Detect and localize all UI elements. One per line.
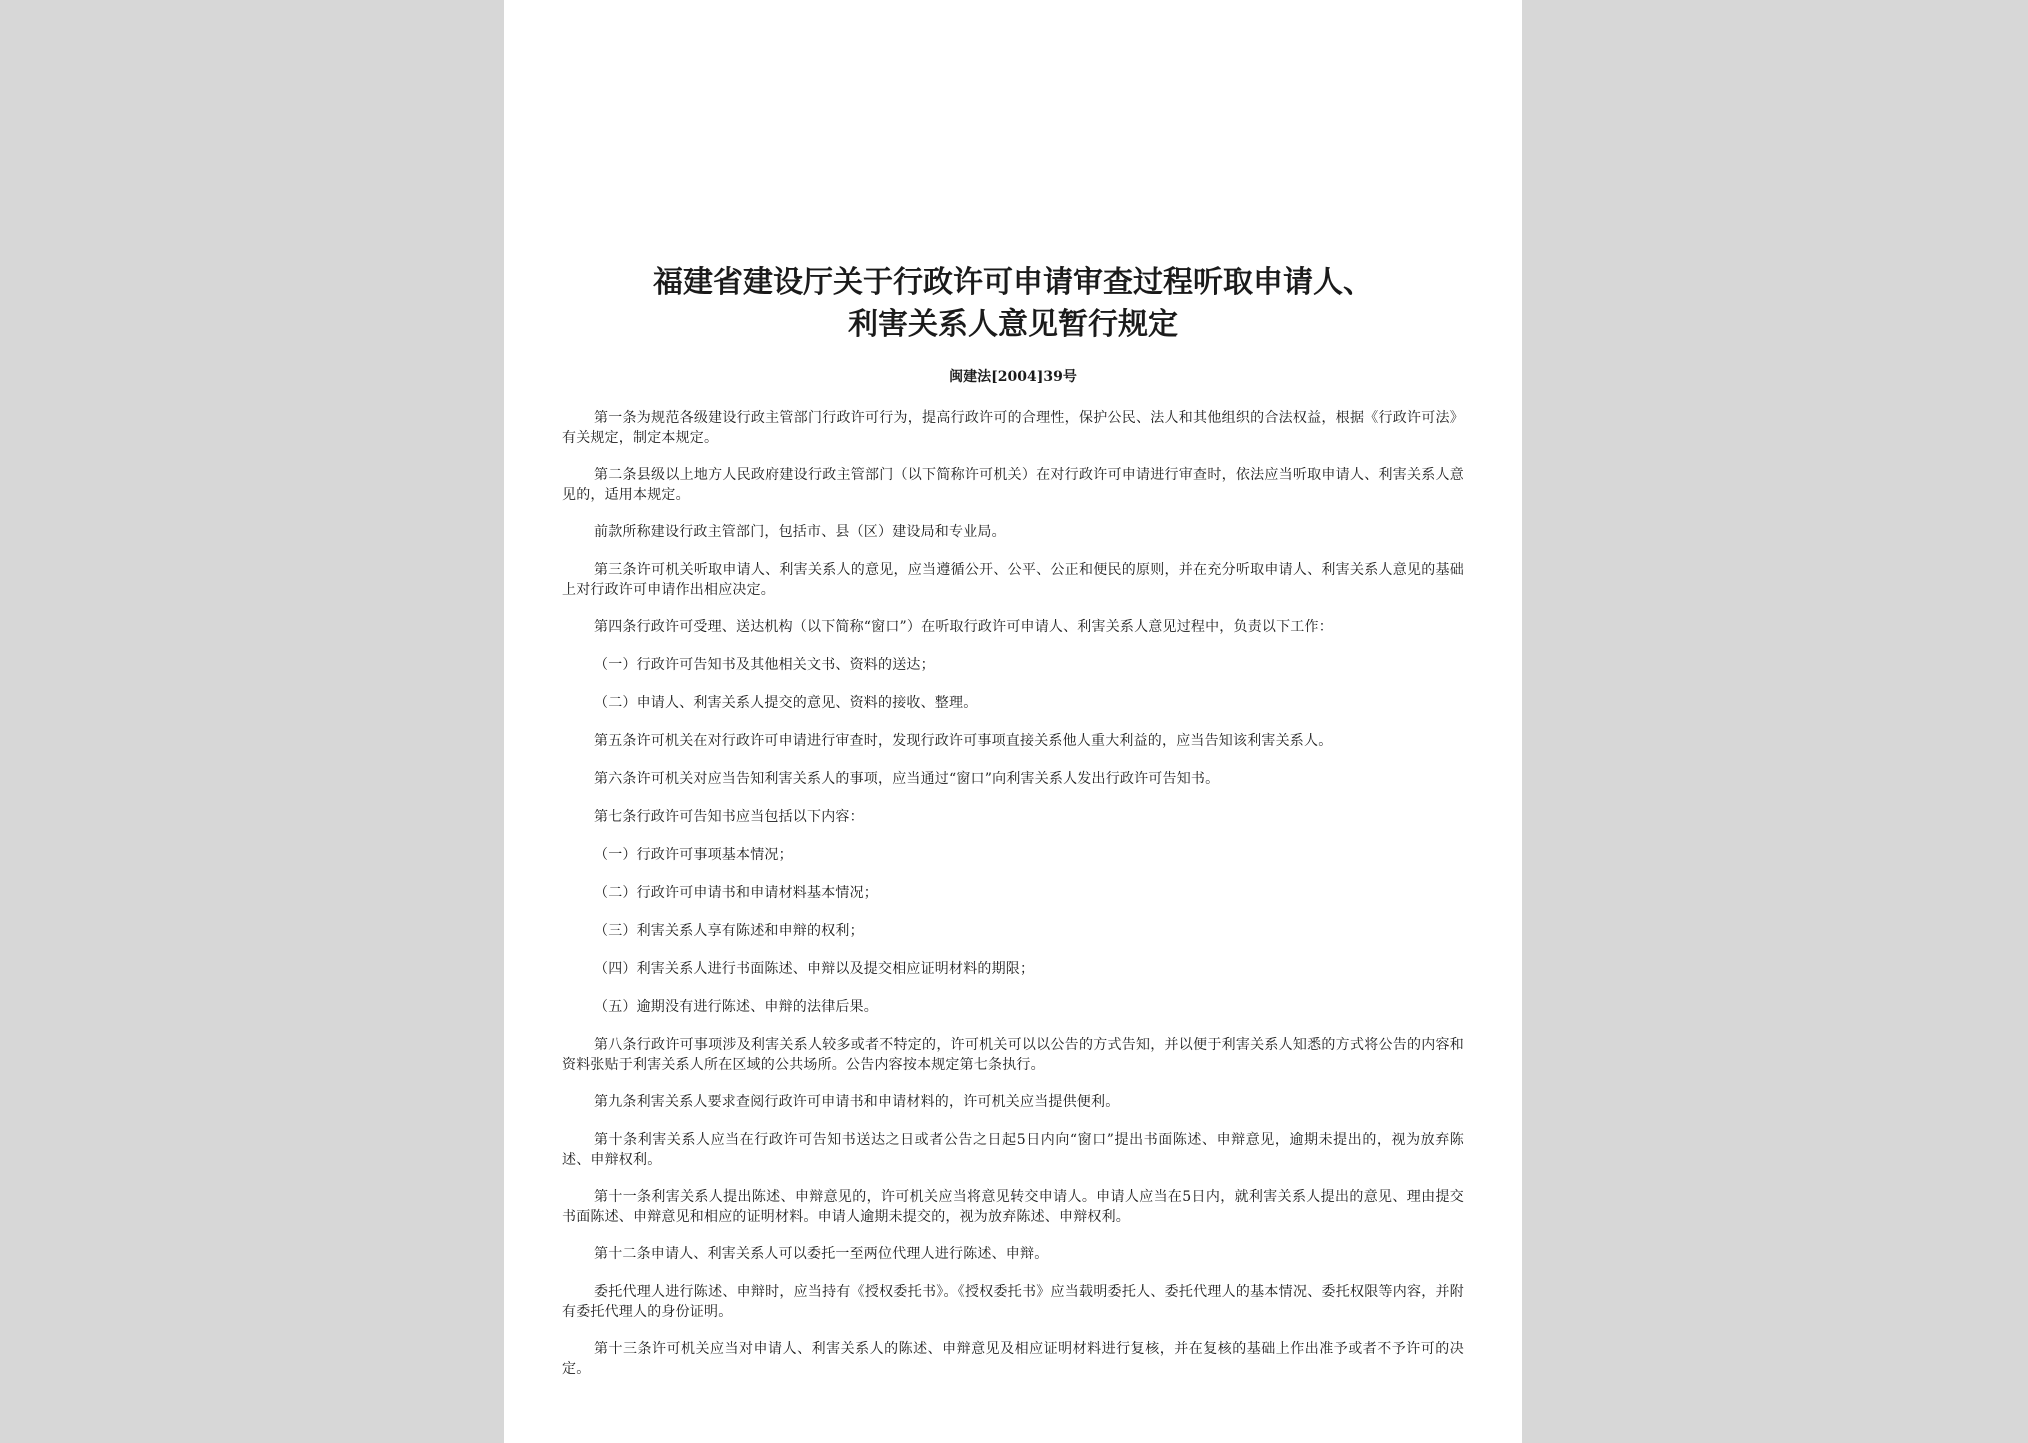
title-line-1: 福建省建设厅关于行政许可申请审查过程听取申请人、 [653,265,1373,300]
article-4-item-1: （一）行政许可告知书及其他相关文书、资料的送达； [594,657,935,673]
article-5: 第五条许可机关在对行政许可申请进行审查时，发现行政许可事项直接关系他人重大利益的，应当告知该利害关系人。 [594,733,1333,749]
document-number: 闽建法[2004]39号 [949,369,1077,385]
article-12-note: 委托代理人进行陈述、申辩时，应当持有《授权委托书》。《授权委托书》应当载明委托人、委托代理人的基本情况、委托权限等内容，并附有委托代理人的身份证明。 [562,1284,1464,1320]
article-12: 第十二条申请人、利害关系人可以委托一至两位代理人进行陈述、申辩。 [594,1246,1049,1262]
article-10: 第十条利害关系人应当在行政许可告知书送达之日或者公告之日起5日内向“窗口”提出书面陈述、申辩意见，逾期未提出的，视为放弃陈述、申辩权利。 [562,1132,1464,1168]
article-7-item-1: （一）行政许可事项基本情况； [594,847,793,863]
article-2: 第二条县级以上地方人民政府建设行政主管部门（以下简称许可机关）在对行政许可申请进行审查时，依法应当听取申请人、利害关系人意见的，适用本规定。 [562,467,1464,503]
article-6: 第六条许可机关对应当告知利害关系人的事项，应当通过“窗口”向利害关系人发出行政许可告知书。 [594,771,1220,787]
article-7-item-3: （三）利害关系人享有陈述和申辩的权利； [594,923,864,939]
article-4: 第四条行政许可受理、送达机构（以下简称“窗口”）在听取行政许可申请人、利害关系人意见过程中，负责以下工作： [594,619,1333,635]
article-13: 第十三条许可机关应当对申请人、利害关系人的陈述、申辩意见及相应证明材料进行复核，并在复核的基础上作出准予或者不予许可的决定。 [562,1341,1464,1377]
article-7-item-4: （四）利害关系人进行书面陈述、申辩以及提交相应证明材料的期限； [594,961,1035,977]
article-8: 第八条行政许可事项涉及利害关系人较多或者不特定的，许可机关可以以公告的方式告知，并以便于利害关系人知悉的方式将公告的内容和资料张贴于利害关系人所在区域的公共场所。公告内容按本规定第七条执行。 [562,1037,1464,1073]
article-9: 第九条利害关系人要求查阅行政许可申请书和申请材料的，许可机关应当提供便利。 [594,1094,1120,1110]
document-title [562,262,1464,346]
article-1: 第一条为规范各级建设行政主管部门行政许可行为，提高行政许可的合理性，保护公民、法人和其他组织的合法权益，根据《行政许可法》有关规定，制定本规定。 [562,410,1464,446]
title-line-2: 利害关系人意见暂行规定 [848,307,1178,342]
document-page [504,0,1522,1443]
article-7: 第七条行政许可告知书应当包括以下内容： [594,809,864,825]
article-4-item-2: （二）申请人、利害关系人提交的意见、资料的接收、整理。 [594,695,978,711]
article-7-item-5: （五）逾期没有进行陈述、申辩的法律后果。 [594,999,878,1015]
article-11: 第十一条利害关系人提出陈述、申辩意见的，许可机关应当将意见转交申请人。申请人应当在5日内，就利害关系人提出的意见、理由提交书面陈述、申辩意见和相应的证明材料。申请人逾期未提交的，视为放弃陈述、申辩权利。 [562,1189,1464,1225]
article-3: 第三条许可机关听取申请人、利害关系人的意见，应当遵循公开、公平、公正和便民的原则，并在充分听取申请人、利害关系人意见的基础上对行政许可申请作出相应决定。 [562,562,1464,598]
article-7-item-2: （二）行政许可申请书和申请材料基本情况； [594,885,878,901]
article-2-note: 前款所称建设行政主管部门，包括市、县（区）建设局和专业局。 [594,524,1006,540]
